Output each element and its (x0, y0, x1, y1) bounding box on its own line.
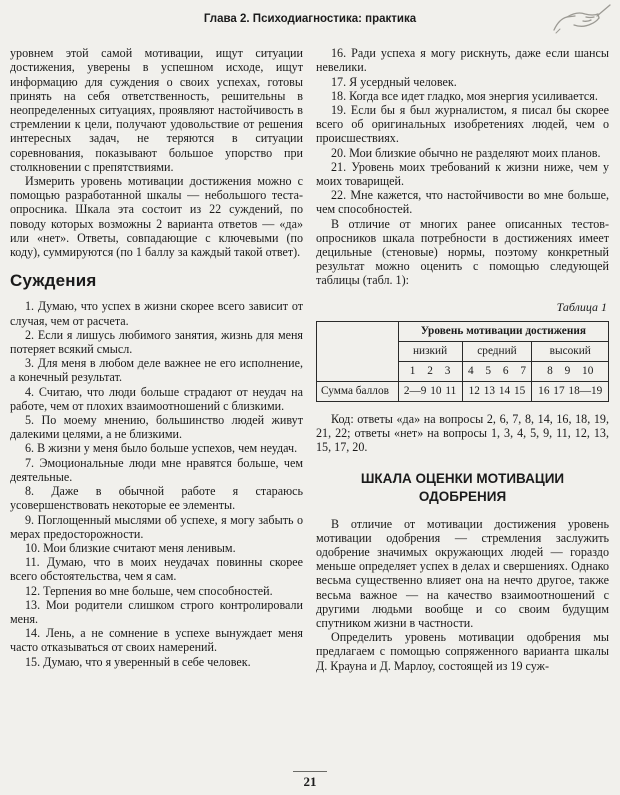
table-caption: Таблица 1 (556, 299, 607, 314)
judgment-item: 6. В жизни у меня было больше успехов, чем неудач. (25, 441, 298, 456)
table-cell-values-low: 2—9 10 11 (398, 381, 462, 401)
chapter-title: Глава 2. Психодиагностика: практика (203, 13, 417, 25)
judgment-item: 5. По моему мнению, большинство людей живут далекими целями, а не близкими. (10, 413, 303, 442)
judgment-item: 10. Мои близкие считают меня ленивым. (25, 540, 236, 555)
paragraph: уровнем этой самой мотивации, ищут ситуации достижения, уверены в успешном исходе, ищут информацию для суждения о своих успехах, готовы принять на себя ответственность, решительны в неопределенных ситуациях, проявляют настойчивость в стремлении к цели, получают удовольствие от решения интересных задач, не теряются в ситуации соревнования, показывают большое упорство при столкновении с препятствиями. (10, 46, 303, 174)
table-row-label: Сумма баллов (317, 381, 399, 401)
table-cell-values-high: 16 17 18—19 (532, 381, 609, 401)
page-footer (0, 771, 620, 789)
footer-rule (293, 771, 327, 772)
paragraph: Определить уровень мотивации одобрения мы предлагаем с помощью сопряженного варианта шкалы Д. Крауна и Д. Марлоу, состоящей из 19 суж- (316, 630, 609, 673)
judgment-item: 12. Терпения во мне больше, чем способностей. (25, 583, 273, 598)
paragraph: В отличие от многих ранее описанных тестов-опросников шкала потребности в достижениях имеет децильные (стеновые) нормы, поэтому конкретный результат можно оценить с помощью следующей таблицы (табл. 1): (316, 216, 609, 288)
table-cell-level-mid: средний (462, 341, 532, 361)
judgment-item: 16. Ради успеха я могу рискнуть, даже если шансы невелики. (316, 46, 609, 75)
judgment-item: 11. Думаю, что в моих неудачах повинны скорее всего обстоятельства, чем я сам. (10, 555, 303, 584)
judgment-item: 18. Когда все идет гладко, моя энергия усиливается. (331, 88, 598, 103)
judgment-item: 14. Лень, а не сомнение в успехе вынуждает меня часто отказываться от своих намерений. (10, 626, 303, 655)
table-cell-values-mid: 12 13 14 15 (462, 381, 532, 401)
judgment-item: 20. Мои близкие обычно не разделяют моих планов. (331, 145, 601, 160)
table-row (317, 321, 609, 341)
table-cell-level-high: высокий (532, 341, 609, 361)
judgment-item: 17. Я усердный человек. (331, 74, 457, 89)
judgment-item: 7. Эмоциональные люди мне нравятся больше, чем деятельные. (10, 455, 303, 484)
table-title-cell: Уровень мотивации достижения (398, 321, 608, 341)
left-column (10, 46, 303, 673)
judgment-item: 8. Даже в обычной работе я стараюсь усовершенствовать некоторые ее элементы. (10, 484, 303, 513)
table-cell-scores-high: 8 9 10 (532, 361, 609, 381)
paragraph: В отличие от мотивации достижения уровень мотивации одобрения — стремления заслужить одобрение значимых окружающих людей — гораздо меньше определяет успех в делах и свершениях. Однако весьма существенно влияет она на нечто другое, также весьма важное — на качество взаимоотношений с другими людьми вообще и со своим будущим спутником жизни в частности. (316, 516, 609, 630)
judgment-item: 4. Считаю, что люди больше страдают от неудач на работе, чем от плохих взаимоотношений с близкими. (10, 384, 303, 413)
section-heading-judgments: Суждения (10, 271, 97, 291)
table-cell-scores-mid: 4 5 6 7 (462, 361, 532, 381)
table-cell-scores-low: 1 2 3 (398, 361, 462, 381)
judgment-item: 13. Мои родители слишком строго контролировали меня. (10, 597, 303, 626)
judgment-item: 9. Поглощенный мыслями об успехе, я могу забыть о мерах предосторожности. (10, 512, 303, 541)
judgment-item: 19. Если бы я был журналистом, я писал бы скорее всего об оригинальных изобретениях людей, чем о происшествиях. (316, 103, 609, 146)
table-corner-cell (317, 321, 399, 381)
judgment-item: 15. Думаю, что я уверенный в себе человек. (25, 654, 251, 669)
table-cell-level-low: низкий (398, 341, 462, 361)
page-number: 21 (303, 773, 317, 789)
two-column-layout (10, 46, 610, 673)
writing-hand-icon (552, 2, 612, 36)
judgment-item: 21. Уровень моих требований к жизни ниже, чем у моих товарищей. (316, 159, 609, 189)
page-header (10, 8, 610, 26)
key-paragraph: Код: ответы «да» на вопросы 2, 6, 7, 8, 14, 16, 18, 19, 21, 22; ответы «нет» на вопросы 1, 3, 4, 5, 9, 11, 12, 13, 15, 17, 20. (316, 411, 609, 455)
judgment-item: 1. Думаю, что успех в жизни скорее всего зависит от случая, чем от расчета. (10, 299, 303, 328)
judgment-item: 2. Если я лишусь любимого занятия, жизнь для меня потеряет всякий смысл. (10, 327, 303, 357)
paragraph: Измерить уровень мотивации достижения можно с помощью разработанной шкалы — небольшого теста-опросника. Шкала эта состоит из 22 суждений, по поводу которых возможны 2 варианта ответов — «да» или «нет». Ответы, совпадающие с ключевыми (по коду), суммируются (по 1 баллу за каждый такой ответ). (10, 174, 303, 260)
judgment-item: 3. Для меня в любом деле важнее не его исполнение, а конечный результат. (10, 356, 303, 385)
norms-table (316, 321, 609, 402)
right-column (316, 46, 609, 673)
judgment-item: 22. Мне кажется, что настойчивости во мне больше, чем способностей. (316, 188, 609, 217)
section-heading-approval: ШКАЛА ОЦЕНКИ МОТИВАЦИИ ОДОБРЕНИЯ (360, 471, 565, 505)
table-row (317, 381, 609, 401)
